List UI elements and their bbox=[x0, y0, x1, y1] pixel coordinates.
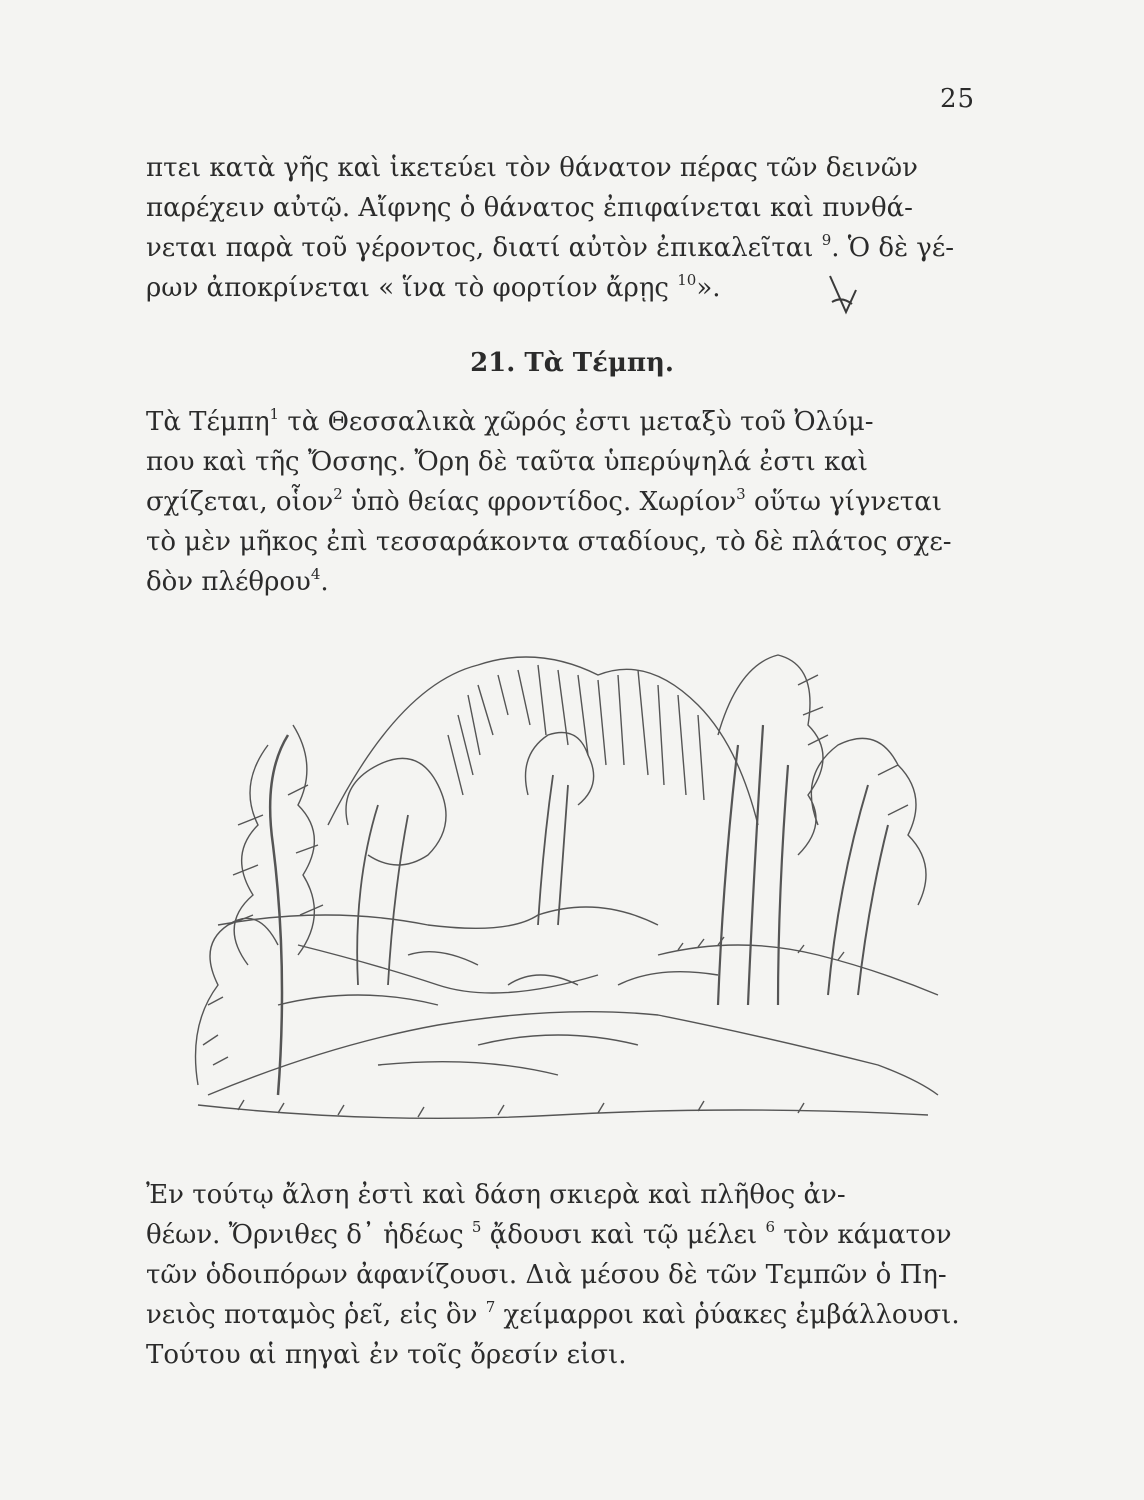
footnote-ref: 7 bbox=[485, 1298, 496, 1316]
text-line: ρων ἀποκρίνεται « ἵνα τὸ φορτίον ἄρῃς $^{10}$». bbox=[146, 271, 721, 303]
text-line: παρέχειν αὐτῷ. Αἴφνης ὁ θάνατος ἐπιφαίνεται καὶ πυνθά- bbox=[146, 193, 913, 223]
landscape-illustration bbox=[178, 625, 948, 1125]
footnote-ref: 5 bbox=[471, 1218, 482, 1236]
footnote-ref: 10 bbox=[677, 271, 697, 289]
text-line: τῶν ὁδοιπόρων ἀφανίζουσι. Διὰ μέσου δὲ τῶν Τεμπῶν ὁ Πη- bbox=[146, 1260, 947, 1290]
text-line: δὸν πλέθρου$^4$. bbox=[146, 565, 329, 597]
text-line: τὸ μὲν μῆκος ἐπὶ τεσσαράκοντα σταδίους, τὸ δὲ πλάτος σχε- bbox=[146, 527, 952, 557]
text-line: Ἐν τούτῳ ἄλση ἐστὶ καὶ δάση σκιερὰ καὶ πλῆθος ἀν- bbox=[146, 1180, 846, 1210]
page-number: 25 bbox=[940, 84, 976, 114]
section-heading: 21. Τὰ Τέμπη. bbox=[470, 348, 674, 378]
paragraph-groves bbox=[146, 1175, 986, 1375]
text-line: νειὸς ποταμὸς ῥεῖ, εἰς ὃν $^7$ χείμαρροι καὶ ῥύακες ἐμβάλλουσι. bbox=[146, 1298, 960, 1330]
footnote-ref: 9 bbox=[821, 231, 832, 249]
text-line: σχίζεται, οἷον$^2$ ὑπὸ θείας φροντίδος. Χωρίον$^3$ οὕτω γίγνεται bbox=[146, 485, 942, 517]
footnote-ref: 1 bbox=[269, 405, 280, 423]
footnote-ref: 3 bbox=[736, 485, 746, 503]
footnote-ref: 2 bbox=[333, 485, 343, 503]
text-line: Τὰ Τέμπη$^1$ τὰ Θεσσαλικὰ χῶρός ἐστι μεταξὺ τοῦ Ὀλύμ- bbox=[146, 405, 874, 437]
text-line: θέων. Ὄρνιθες δ᾽ ἡδέως $^5$ ᾄδουσι καὶ τῷ μέλει $^6$ τὸν κάματον bbox=[146, 1218, 952, 1250]
footnote-ref: 4 bbox=[310, 565, 321, 583]
paragraph-tempe-description bbox=[146, 402, 986, 602]
text-line: Τούτου αἱ πηγαὶ ἐν τοῖς ὄρεσίν εἰσι. bbox=[146, 1340, 627, 1370]
text-line: που καὶ τῆς Ὄσσης. Ὄρη δὲ ταῦτα ὑπερύψηλά ἐστι καὶ bbox=[146, 447, 868, 477]
handwritten-mark bbox=[818, 272, 864, 318]
text-line: πτει κατὰ γῆς καὶ ἱκετεύει τὸν θάνατον πέρας τῶν δεινῶν bbox=[146, 153, 918, 183]
footnote-ref: 6 bbox=[765, 1218, 776, 1236]
text-line: νεται παρὰ τοῦ γέροντος, διατί αὐτὸν ἐπικαλεῖται $^9$. Ὁ δὲ γέ- bbox=[146, 231, 955, 263]
